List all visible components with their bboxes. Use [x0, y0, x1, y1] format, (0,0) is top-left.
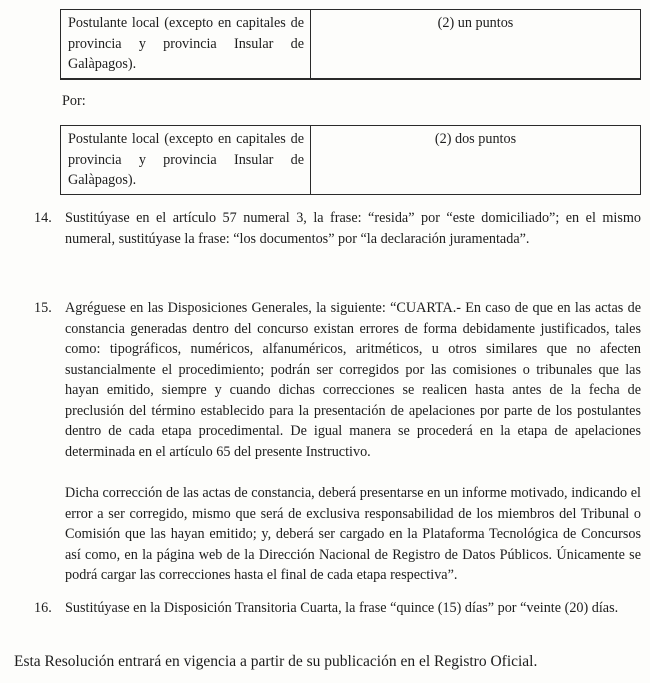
points-cell: (2) un puntos: [311, 10, 641, 79]
applicant-category-cell: Postulante local (excepto en capitales de provincia y provincia Insular de Galàpagos).: [61, 126, 311, 195]
points-cell: (2) dos puntos: [311, 126, 641, 195]
replacement-label: Por:: [62, 93, 86, 109]
item-15-text: Agréguese en las Disposiciones Generales, la siguiente: “CUARTA.- En caso de que en las actas de constancia generadas dentro del concurso existan errores de forma debidamente justificados, tales como: tipográficos, numéricos, alfanuméricos, aritméticos, u otros similares que no afecten sustancialmente el procedimiento; podrán ser corregidos por las comisiones o tribunales que las hayan emitido, siempre y cuando dichas correcciones se realicen hasta antes de la fecha de preclusión del término establecido para la presentación de apelaciones por parte de los postulantes dentro de cada etapa procedimental. De igual manera se procederá en la etapa de apelaciones determinada en el artículo 65 del presente Instructivo.: [65, 300, 641, 460]
item-15-continuation: Dicha corrección de las actas de constancia, deberá presentarse en un informe motivado, indicando el error a ser corregido, mismo que será de exclusiva responsabilidad de los miembros del Tribunal o Comisión que las hayan emitido; y, deberá ser cargado en la Plataforma Tecnológica de Concursos así como, en la página web de la Dirección Nacional de Registro de Datos Públicos. Únicamente se podrá cargar las correcciones hasta el final de cada etapa respectiva”.: [65, 485, 641, 583]
points-table-original: [60, 9, 641, 80]
closing-statement: Esta Resolución entrará en vigencia a partir de su publicación en el Registro Oficial.: [14, 653, 538, 670]
item-14-text: Sustitúyase en el artículo 57 numeral 3, la frase: “resida” por “este domiciliado”; en el mismo numeral, sustitúyase la frase: “los documentos” por “la declaración juramentada”.: [65, 210, 641, 247]
item-number: 14.: [34, 210, 52, 226]
applicant-category-cell: Postulante local (excepto en capitales de provincia y provincia Insular de Galàpagos).: [61, 10, 311, 79]
item-16-text: Sustitúyase en la Disposición Transitoria Cuarta, la frase “quince (15) días” por “veinte (20) días.: [65, 600, 619, 616]
item-number: 16.: [34, 600, 52, 616]
item-number: 15.: [34, 300, 52, 316]
points-table-replacement: [60, 125, 641, 195]
